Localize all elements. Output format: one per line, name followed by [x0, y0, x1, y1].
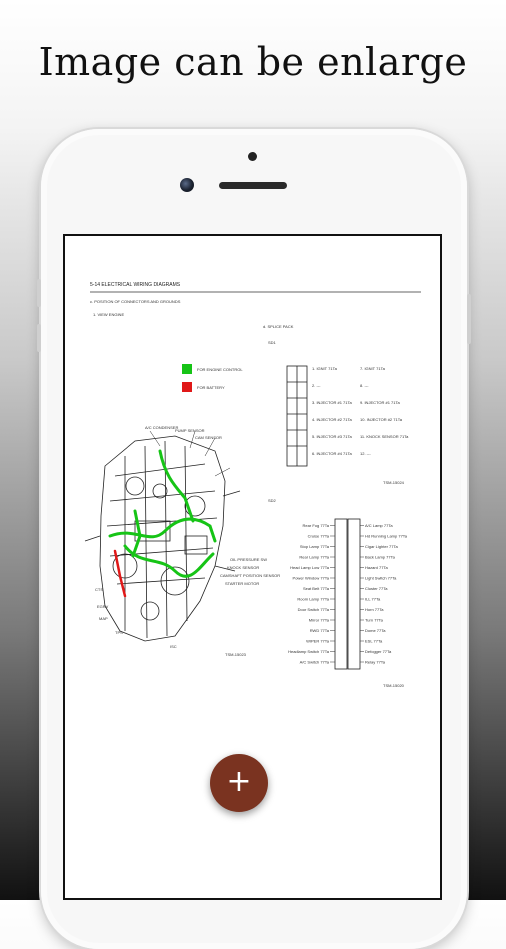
splice-label: Cruise 77Ta [307, 533, 329, 539]
splice-label: Relay 77Ta [365, 659, 386, 665]
svg-text:ISC: ISC [170, 644, 177, 649]
splice-label: Rear Fog 77Ta [302, 523, 329, 528]
plus-icon: + [226, 764, 252, 799]
splice-sd2-right-labels [360, 523, 408, 665]
splice-label: 11. KNOCK SENSOR 71Ta [360, 434, 409, 439]
splice-label: Door Switch 77Ta [297, 607, 329, 612]
splice-sd2-left-labels [288, 523, 335, 665]
splice-label: Light Switch 77Ta [365, 575, 397, 581]
fig-ref-1: TSM-15023 [225, 652, 246, 657]
svg-text:KNOCK SENSOR: KNOCK SENSOR [227, 565, 260, 570]
splice-label: 5. INJECTOR #3 71Ta [312, 434, 352, 439]
splice-label: WIPER 77Ta [306, 638, 329, 644]
splice-label: Mirror 77Ta [308, 617, 329, 623]
splice-sd1-connector [287, 366, 307, 466]
svg-text:EGRV: EGRV [97, 604, 109, 609]
splice-label: Head Lamp Low 77Ta [290, 565, 329, 570]
svg-text:CAMSHAFT POSITION SENSOR: CAMSHAFT POSITION SENSOR [220, 573, 281, 578]
volume-up-button [37, 279, 41, 307]
splice-label: A/C Lamp 77Ta [365, 523, 393, 528]
doc-subsection: 1. VIEW ENGINE [93, 312, 125, 317]
svg-text:CAM SENSOR: CAM SENSOR [195, 435, 222, 440]
splice-label: A/C Switch 77Ta [299, 659, 329, 665]
doc-header: 5-14 ELECTRICAL WIRING DIAGRAMS [90, 282, 181, 288]
splice-label: 10. INJECTOR #2 71Ta [360, 417, 402, 422]
splice-label: Cigar Lighter 77Ta [365, 544, 398, 549]
splice-label: Rear Lamp 77Ta [299, 554, 329, 560]
power-button [467, 294, 471, 344]
splice-sd2-label: SD2 [268, 498, 276, 503]
splice-label: 8. --- [360, 383, 369, 388]
splice-label: Room Lamp 77Ta [297, 596, 329, 602]
splice-label: 3. INJECTOR #1 71Ta [312, 400, 352, 405]
splice-label: Headlamp Switch 77Ta [288, 649, 329, 654]
headline-text: Image can be enlarge [38, 40, 468, 84]
fig-ref-3: TSM-15020 [383, 683, 404, 688]
splice-label: Hd Running Lamp 77Ta [365, 533, 408, 539]
splice-label: Dome 77Ta [365, 628, 386, 633]
svg-text:A/C CONDENSER: A/C CONDENSER [145, 425, 179, 430]
earpiece-speaker-icon [219, 182, 287, 189]
splice-sd1-right-labels [360, 366, 409, 456]
legend-label-engine: FOR ENGINE CONTROL [197, 367, 243, 372]
svg-text:MAP: MAP [99, 616, 108, 621]
splice-label: 2. --- [312, 383, 321, 388]
proximity-sensor-icon [248, 152, 257, 161]
splice-label: Defogger 77Ta [365, 649, 392, 654]
svg-text:PUMP SENSOR: PUMP SENSOR [175, 428, 205, 433]
svg-text:TPS: TPS [115, 630, 123, 635]
splice-label: 7. IGNIT 71Ta [360, 366, 385, 371]
doc-section: c. POSITION OF CONNECTORS AND GROUNDS [90, 299, 181, 304]
legend-label-battery: FOR BATTERY [197, 385, 225, 390]
splice-label: Cluster 77Ta [365, 586, 388, 591]
zoom-in-button[interactable] [210, 754, 268, 812]
splice-label: 6. INJECTOR #4 71Ta [312, 451, 352, 456]
splice-label: Stop Lamp 77Ta [299, 544, 329, 549]
svg-text:OIL PRESSURE SW: OIL PRESSURE SW [230, 557, 267, 562]
splice-label: Hazard 77Ta [365, 565, 388, 570]
splice-label: Power Window 77Ta [292, 575, 329, 581]
front-camera-icon [180, 178, 194, 192]
splice-sd1-label: SD1 [268, 340, 276, 345]
splice-label: Turn 77Ta [365, 617, 383, 623]
splice-label: 4. INJECTOR #2 71Ta [312, 417, 352, 422]
splice-label: 9. INJECTOR #1 71Ta [360, 400, 400, 405]
splice-title: d. SPLICE PACK [263, 324, 294, 329]
splice-sd2-connector [335, 519, 360, 669]
splice-label: 1. IGNIT 71Ta [312, 366, 337, 371]
legend-swatch-engine [182, 364, 192, 374]
svg-text:CTS: CTS [95, 587, 103, 592]
splice-label: Horn 77Ta [365, 607, 384, 612]
splice-label: 12. --- [360, 451, 371, 456]
splice-label: ILL 77Ta [365, 596, 381, 602]
splice-label: Back Lamp 77Ta [365, 554, 395, 560]
legend-swatch-battery [182, 382, 192, 392]
splice-label: ESL 77Ta [365, 638, 383, 644]
volume-down-button [37, 324, 41, 352]
svg-text:STARTER MOTOR: STARTER MOTOR [225, 581, 260, 586]
splice-sd1-left-labels [312, 366, 352, 456]
engine-callouts [95, 425, 280, 649]
fig-ref-2: TSM-15024 [383, 480, 404, 485]
splice-label: Seat Belt 77Ta [302, 586, 329, 591]
splice-label: RWD 77Ta [309, 628, 329, 633]
